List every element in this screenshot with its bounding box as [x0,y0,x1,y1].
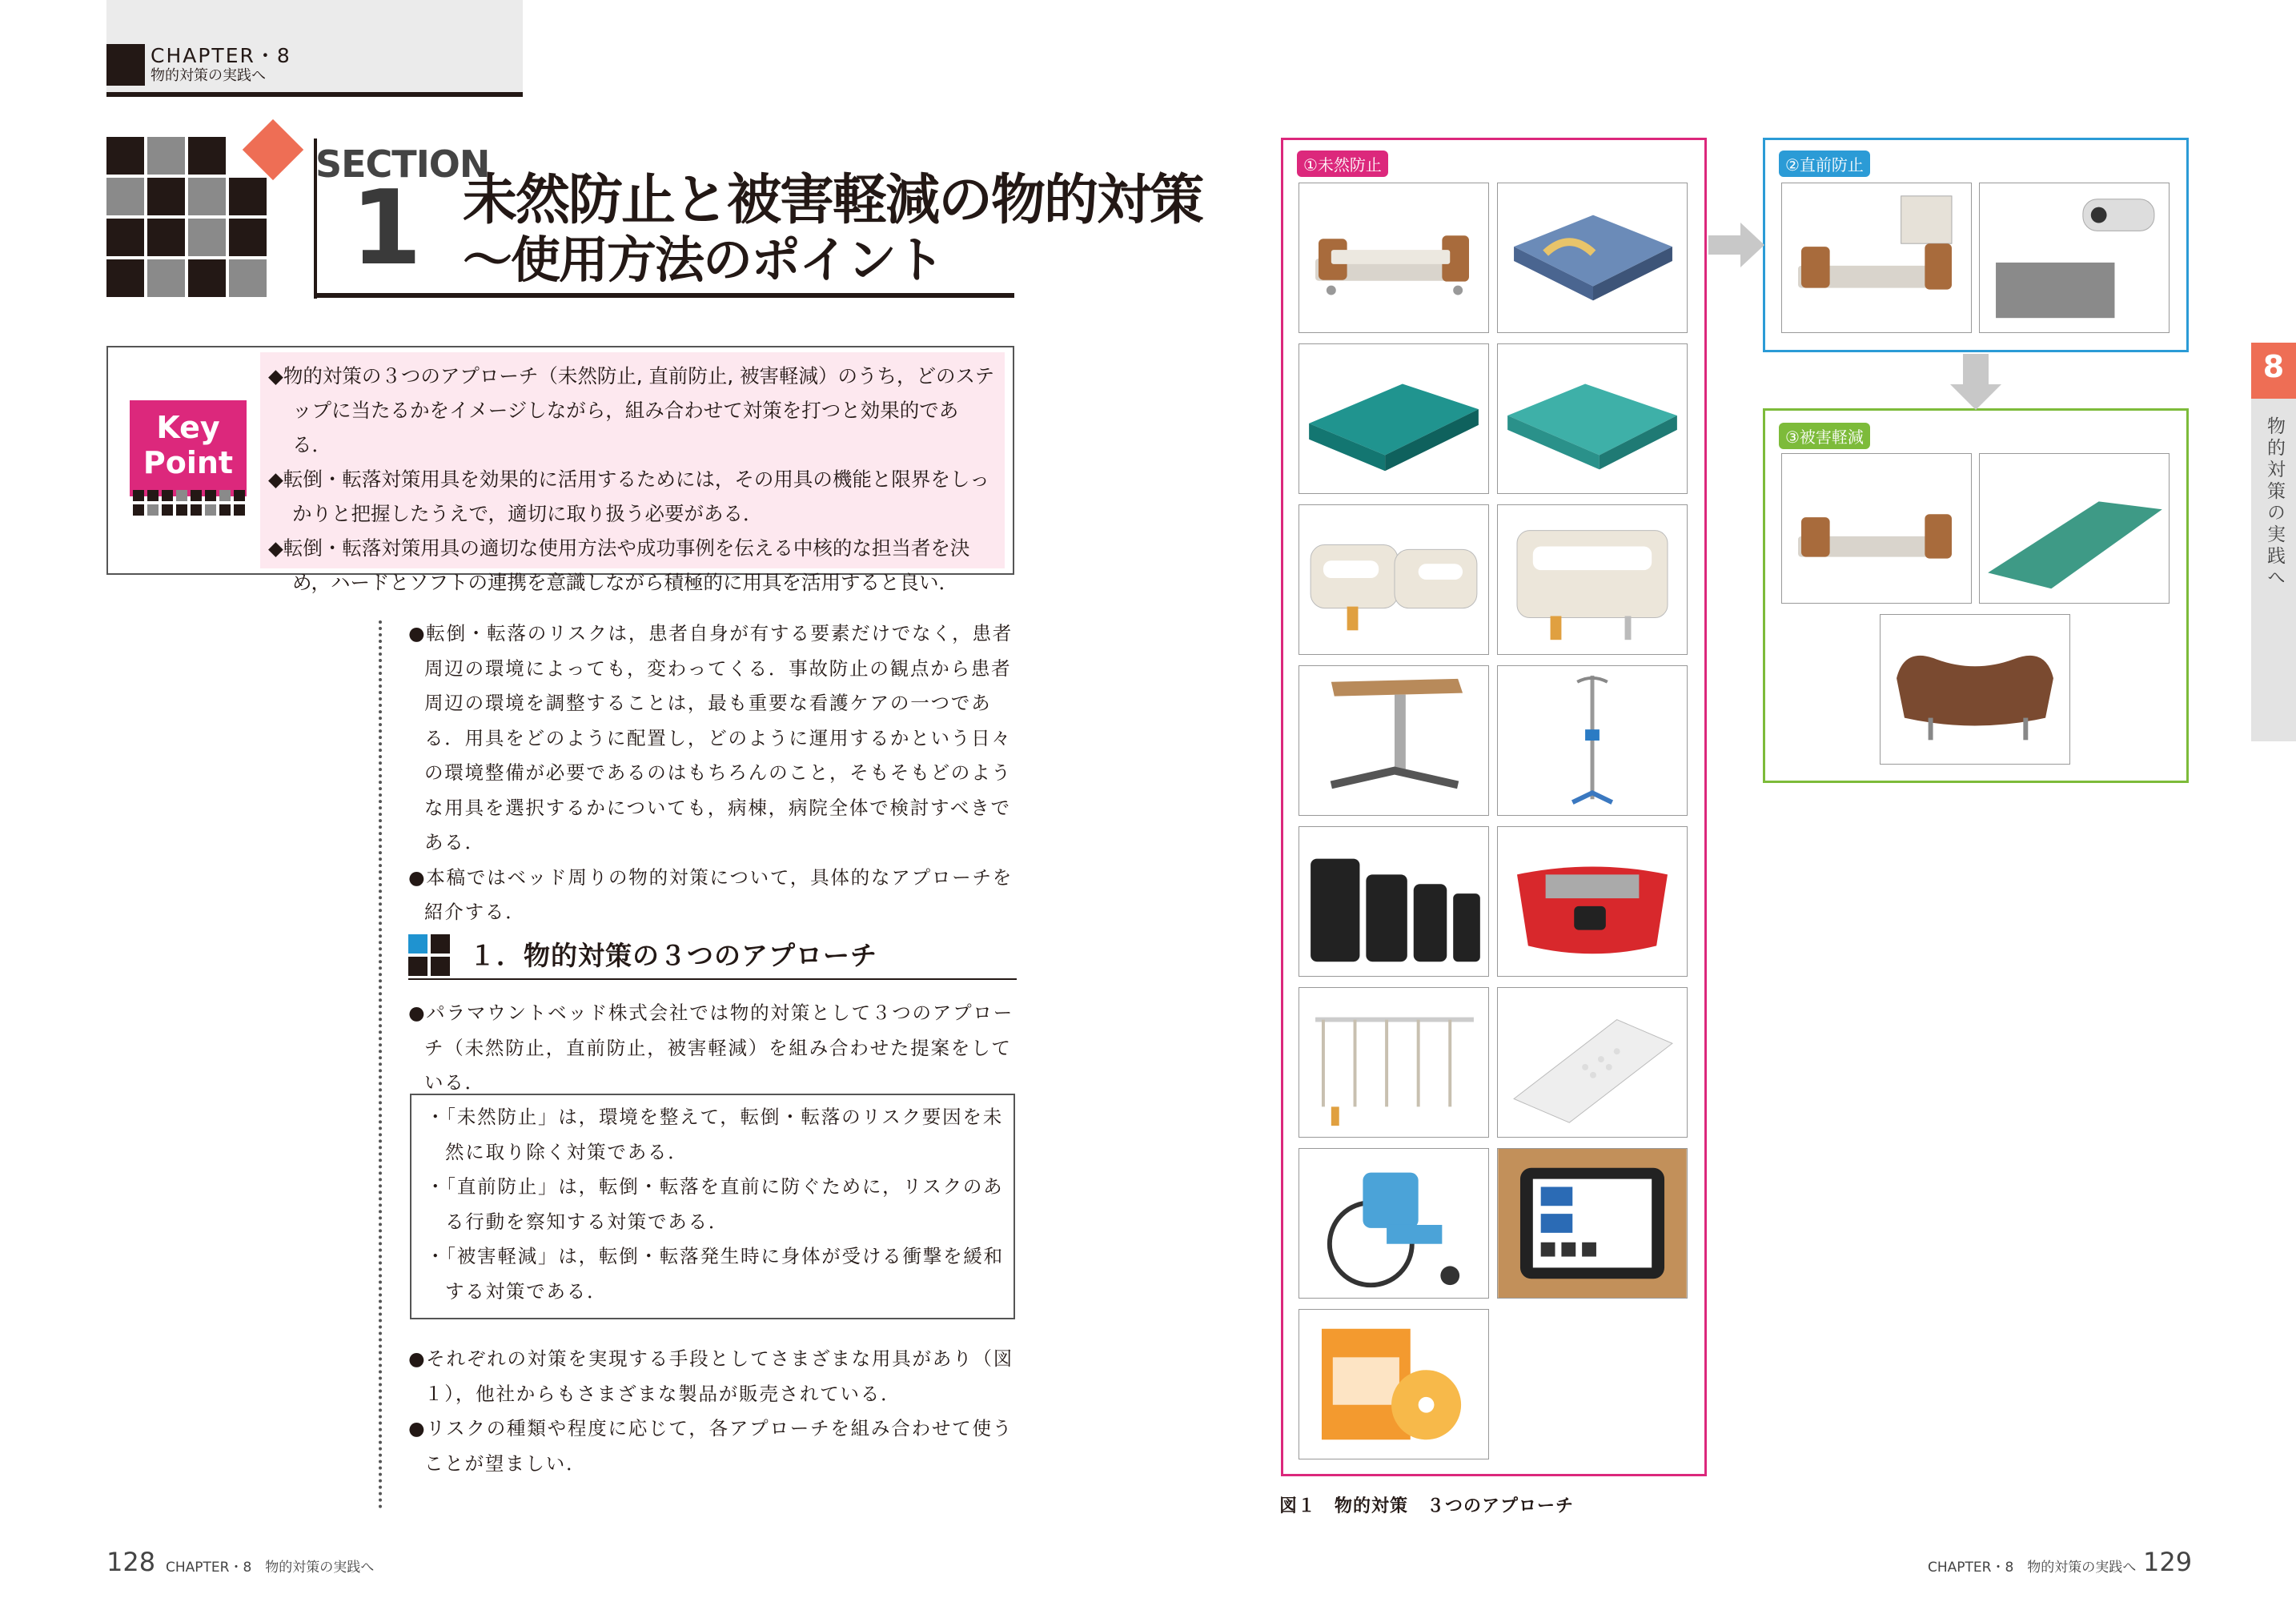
side-rail-image [1299,504,1489,655]
dotted-margin-rule [379,620,382,1509]
paragraph: ●リスクの種類や程度に応じて，各アプローチを組み合わせて使うことが望ましい． [408,1417,1014,1475]
footer-left-text: CHAPTER・8 物的対策の実践へ [166,1560,375,1576]
page-number-right: 129 [2143,1547,2193,1577]
paragraph: ●パラマウントベッド株式会社では物的対策として３つのアプローチ（未然防止，直前防止，被害軽減）を組み合わせた提案をしている． [408,1002,1014,1094]
side-rail2-image [1497,504,1688,655]
section-subtitle: ～使用方法のポイント [463,231,944,289]
footer-right-text: CHAPTER・8 物的対策の実践へ [1928,1560,2137,1576]
chapter-divider [106,92,523,97]
paragraph: ●それぞれの対策を実現する手段としてさまざまな用具があり（図１），他社からもさまざまな製品が販売されている． [408,1347,1014,1405]
section-title: 未然防止と被害軽減の物的対策 [463,169,1203,232]
overbed-table-image [1299,665,1489,816]
page-number-left: 128 [106,1547,156,1577]
mattress-green2-image [1497,343,1688,494]
key-point-item: ◆物的対策の３つのアプローチ（未然防止, 直前防止, 被害軽減）のうち，どのステップに当たるかをイメージしながら，組み合わせて対策を打つと効果的である． [268,364,994,456]
section-label: SECTION [315,143,490,186]
cushion-image [1880,614,2070,765]
bed-image [1299,183,1489,333]
sensor-bed-image [1781,183,1972,333]
figure-caption: 図１ 物的対策 ３つのアプローチ [1279,1496,1575,1516]
definition-item: ・「直前防止」は，転倒・転落を直前に防ぐために，リスクのある行動を察知する対策である． [426,1175,1004,1233]
heading-square-icon [408,934,450,976]
heading-underline [408,978,1017,980]
floor-mat-image [1979,453,2170,604]
intro-text [408,616,1025,930]
key-point-item: ◆転倒・転落対策用具の適切な使用方法や成功事例を伝える中核的な担当者を決め，ハードとソフトの連携を意識しながら積極的に用具を活用すると良い． [268,536,970,594]
bed-rail-image [1299,987,1489,1138]
arrow-down-icon [1950,354,2001,410]
key-point-pattern-icon [133,490,245,517]
paragraph: ●転倒・転落のリスクは，患者自身が有する要素だけでなく，患者周辺の環境によっても，変わってくる．事故防止の観点から患者周辺の環境を調整することは，最も重要な看護ケアの一つである．用具をどのように配置し，どのように運用するかという日々の環境整備が必要であるのはもちろんのこと，そもそもどのような用具を選択するかについても，病棟，病院全体で検討すべきである． [408,622,1014,853]
chapter-subtitle: 物的対策の実践へ [151,67,266,84]
key-point-badge-key: Key [156,410,220,445]
transfer-belt-image [1497,826,1688,977]
chapter-marker [106,44,145,86]
mattress-green-image [1299,343,1489,494]
chapter-tab-number: 8 [2262,349,2285,384]
tablet-image [1497,1148,1688,1299]
group-label-prevention: ①未然防止 [1297,151,1388,177]
key-point-list [260,352,1005,594]
low-bed-image [1781,453,1972,604]
chapter-tab-text: 物的対策の実践へ [2264,416,2285,589]
group-label-early-detection: ②直前防止 [1779,151,1870,177]
subsection-heading: １．物的対策の３つのアプローチ [469,940,877,971]
wheelchair-image [1299,1148,1489,1299]
sensor-camera-image [1979,183,2170,333]
approach-text [408,996,1025,1101]
definition-item: ・「未然防止」は，環境を整えて，転倒・転落のリスク要因を未然に取り除く対策である． [426,1106,1004,1163]
chapter-title: CHAPTER・8 [151,44,291,67]
section-number: 1 [351,169,423,288]
slide-sheet-image [1497,987,1688,1138]
closing-text [408,1342,1025,1481]
definition-list [426,1100,1010,1309]
section-mosaic-icon [106,137,267,297]
iv-stand-image [1497,665,1688,816]
key-point-item: ◆転倒・転落対策用具を効果的に活用するためには，その用具の機能と限界をしっかりと把握したうえで，適切に取り扱う必要がある． [268,468,989,525]
group-label-damage-reduction: ③被害軽減 [1779,423,1870,449]
section-underline [314,293,1014,298]
paragraph: ●本稿ではベッド周りの物的対策について，具体的なアプローチを紹介する． [408,865,1014,923]
definition-item: ・「被害軽減」は，転倒・転落発生時に身体が受ける衝撃を緩和する対策である． [426,1245,1004,1303]
transfer-board-image [1299,826,1489,977]
mattress-image [1497,183,1688,333]
dvd-image [1299,1309,1489,1459]
key-point-badge-point: Point [142,445,234,480]
arrow-right-icon [1708,223,1764,267]
